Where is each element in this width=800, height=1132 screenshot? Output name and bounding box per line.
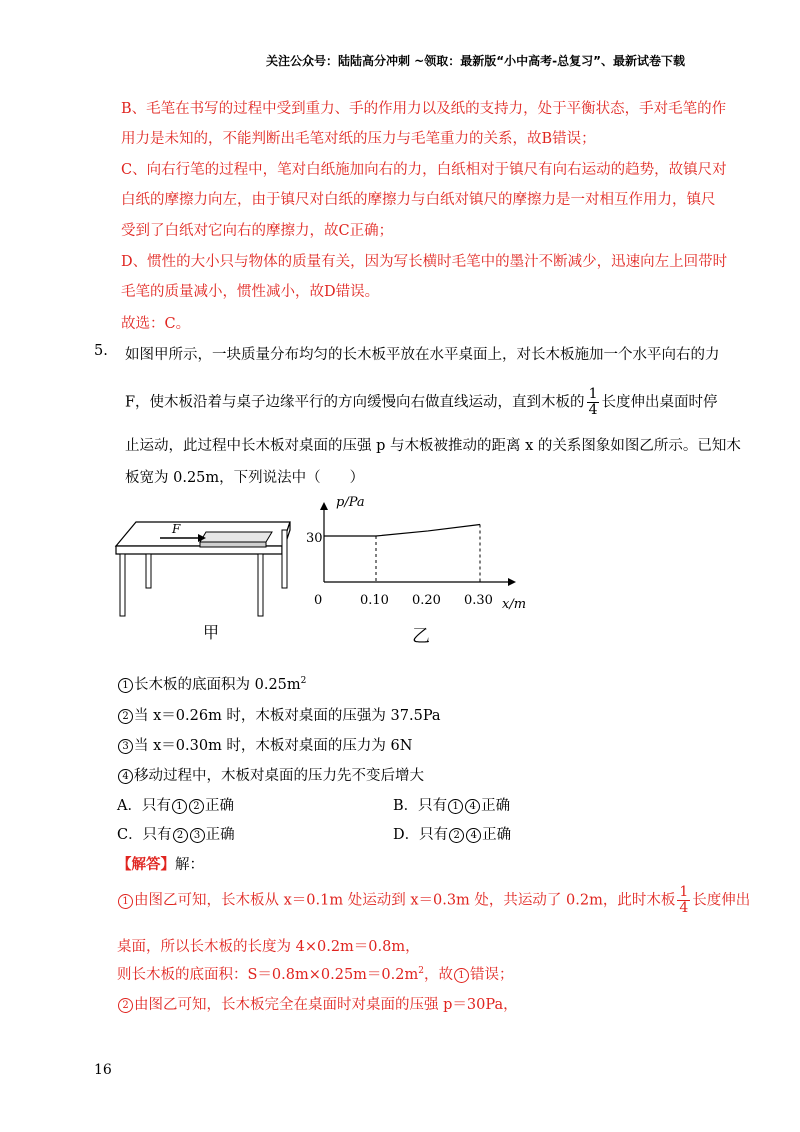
figure-yi-caption: 乙 <box>412 626 430 647</box>
force-label: F <box>172 522 181 536</box>
x-axis-arrow-icon <box>508 578 516 586</box>
fraction-quarter: $\frac{1}{4}$ <box>588 386 598 418</box>
answer-d-line1: D、惯性的大小只与物体的质量有关，因为写长横时毛笔中的墨汁不断减少，迅速向左上回带时 <box>121 254 728 270</box>
option-a[interactable]: A．只有 1 2 正确 <box>117 798 234 814</box>
option-c[interactable]: C．只有 2 3 正确 <box>117 827 235 843</box>
question-line2 <box>125 387 717 418</box>
question-line2-a: F，使木板沿着与桌子边缘平行的方向缓慢向右做直线运动，直到木板的 <box>125 394 585 411</box>
answer-c-line2: 白纸的摩擦力向左，由于镇尺对白纸的摩擦力与白纸对镇尺的摩擦力是一对相互作用力，镇尺 <box>121 192 716 208</box>
figure-jia-table <box>110 518 300 618</box>
answer-line2: 桌面，所以长木板的长度为 4×0.2m＝0.8m， <box>117 939 420 955</box>
figure-yi-chart <box>300 490 540 620</box>
statement-2: 2 当 x＝0.26m 时，木板对桌面的压强为 37.5Pa <box>117 704 441 725</box>
x-tick-0.10: 0.10 <box>360 593 389 608</box>
figure-jia-caption: 甲 <box>203 623 220 642</box>
pressure-series-line <box>324 525 480 537</box>
table-leg <box>258 554 263 616</box>
y-axis-label: p/Pa <box>336 495 365 510</box>
answer-c-line1: C、向右行笔的过程中，笔对白纸施加向右的力，白纸相对于镇尺有向右运动的趋势，故镇尺对 <box>121 162 727 178</box>
answer-tag: 【解答】 <box>117 856 175 873</box>
question-line3: 止运动，此过程中长木板对桌面的压强 p 与木板被推动的距离 x 的关系图象如图乙所示。已知木 <box>125 438 741 454</box>
answer-heading: 【解答】解： <box>117 856 204 873</box>
y-axis-arrow-icon <box>320 502 328 510</box>
page-header: 关注公众号：陆陆高分冲刺 ~领取：最新版“小中高考-总复习”、最新试卷下载 <box>266 54 685 68</box>
answer-line4: 2 由图乙可知，长木板完全在桌面时对桌面的压强 p＝30Pa， <box>117 993 518 1014</box>
page-number: 16 <box>94 1062 112 1078</box>
answer-d-line2: 毛笔的质量减小，惯性减小，故D错误。 <box>121 284 380 300</box>
statement-1: 1 长木板的底面积为 $0.25m^2$ <box>117 673 306 694</box>
fraction-quarter: $\frac{1}{4}$ <box>679 884 689 916</box>
option-b[interactable]: B．只有 1 4 正确 <box>393 798 511 814</box>
circled-number: 4 <box>118 769 133 784</box>
question-line4: 板宽为 0.25m，下列说法中（ ） <box>125 470 365 486</box>
x-axis-label: x/m <box>502 597 527 612</box>
answer-b-line2: 用力是未知的，不能判断出毛笔对纸的压力与毛笔重力的关系，故B错误； <box>121 131 596 147</box>
statement-4: 4 移动过程中，木板对桌面的压力先不变后增大 <box>117 764 424 785</box>
x-tick-0.20: 0.20 <box>412 593 441 608</box>
circled-number: 3 <box>118 739 133 754</box>
question-line2-b: 长度伸出桌面时停 <box>601 394 718 411</box>
table-leg <box>282 530 287 588</box>
answer-line1: 1 由图乙可知，长木板从 x＝0.1m 处运动到 x＝0.3m 处，共运动了 0.2m，此时木板 $\frac{1}{4}$ 长度伸出 <box>117 885 750 916</box>
answer-line3: 则长木板的底面积：$S=0.8m\times 0.25m=0.2m^2$，故 1 错误； <box>117 966 514 983</box>
question-number: 5. <box>94 343 108 359</box>
x-tick-0.30: 0.30 <box>464 593 493 608</box>
circled-number: 1 <box>118 678 133 693</box>
answer-c-line3: 受到了白纸对它向右的摩擦力，故C正确； <box>121 223 394 239</box>
y-tick-30: 30 <box>306 531 323 546</box>
question-line1: 如图甲所示，一块质量分布均匀的长木板平放在水平桌面上，对长木板施加一个水平向右的力 <box>125 347 720 363</box>
long-board <box>200 532 272 542</box>
answer-choice: 故选：C。 <box>121 316 191 332</box>
table-leg <box>146 554 151 588</box>
statement-3: 3 当 x＝0.30m 时，木板对桌面的压力为 6N <box>117 734 412 755</box>
answer-b-line1: B、毛笔在书写的过程中受到重力、手的作用力以及纸的支持力，处于平衡状态，手对毛笔的作 <box>121 101 727 117</box>
circled-number: 2 <box>118 709 133 724</box>
table-leg <box>120 554 125 616</box>
origin-label: 0 <box>314 593 323 608</box>
option-d[interactable]: D．只有 2 4 正确 <box>393 827 512 843</box>
